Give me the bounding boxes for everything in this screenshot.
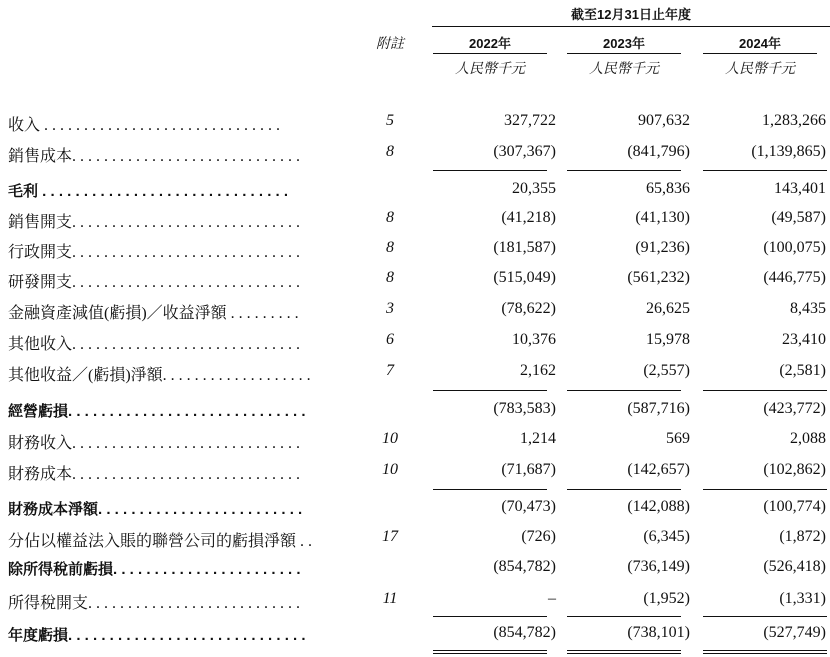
row-gross-profit: [0, 180, 830, 202]
value-2022: (854,782): [493, 624, 556, 641]
row-note: 17: [382, 528, 398, 545]
total-double-rule: [433, 653, 547, 654]
value-2024: (1,872): [779, 528, 826, 545]
row-net-finance-costs: [0, 498, 830, 520]
value-2023: 26,625: [646, 300, 690, 317]
value-2022: (854,782): [493, 558, 556, 575]
row-other-gains: [0, 362, 830, 384]
unit-label: 人民幣千元: [589, 62, 659, 77]
subtotal-rule: [703, 390, 827, 391]
value-2022: (181,587): [493, 239, 556, 256]
period-header: 截至12月31日止年度: [571, 7, 691, 22]
value-2023: 569: [666, 430, 690, 447]
subtotal-rule: [433, 170, 547, 171]
row-label: 經營虧損. . . . . . . . . . . . . . . . . . . . . . . . . . . . .: [8, 403, 306, 420]
value-2024: 8,435: [790, 300, 826, 317]
row-label: 銷售開支. . . . . . . . . . . . . . . . . . . . . . . . . . . . .: [8, 214, 301, 231]
row-label: 毛利 . . . . . . . . . . . . . . . . . . . . . . . . . . . . . .: [8, 183, 289, 200]
subtotal-rule: [703, 489, 827, 490]
value-2022: (726): [521, 528, 556, 545]
row-note: 6: [386, 331, 394, 348]
row-label: 銷售成本. . . . . . . . . . . . . . . . . . . . . . . . . . . . .: [8, 148, 301, 165]
value-2024: (527,749): [763, 624, 826, 641]
year-label: 2023年: [603, 36, 645, 51]
row-label: 金融資產減值(虧損)／收益淨額 . . . . . . . . .: [8, 305, 299, 322]
row-note: 3: [386, 300, 394, 317]
row-note: 8: [386, 269, 394, 286]
subtotal-rule: [703, 616, 827, 617]
subtotal-rule: [433, 616, 547, 617]
row-note: 11: [382, 590, 398, 607]
row-label: 其他收益／(虧損)淨額. . . . . . . . . . . . . . . . . . .: [8, 367, 311, 384]
value-2022: 327,722: [504, 112, 556, 129]
value-2023: (738,101): [627, 624, 690, 641]
value-2023: (41,130): [635, 209, 690, 226]
row-label: 所得稅開支. . . . . . . . . . . . . . . . . . . . . . . . . . .: [8, 595, 301, 612]
unit-label: 人民幣千元: [725, 62, 795, 77]
column-header-2023: [567, 33, 681, 78]
value-2024: (526,418): [763, 558, 826, 575]
row-loss-before-tax: [0, 558, 830, 580]
value-2024: 143,401: [774, 180, 826, 197]
row-label: 其他收入. . . . . . . . . . . . . . . . . . . . . . . . . . . . .: [8, 336, 301, 353]
year-label: 2022年: [469, 36, 511, 51]
row-label: 年度虧損. . . . . . . . . . . . . . . . . . . . . . . . . . . . .: [8, 627, 306, 644]
row-label: 分佔以權益法入賬的聯營公司的虧損淨額 . .: [8, 533, 313, 550]
row-note: 8: [386, 143, 394, 160]
row-label: 財務成本. . . . . . . . . . . . . . . . . . . . . . . . . . . . .: [8, 466, 301, 483]
row-note: 5: [386, 112, 394, 129]
value-2022: 20,355: [512, 180, 556, 197]
value-2023: (561,232): [627, 269, 690, 286]
row-label: 收入 . . . . . . . . . . . . . . . . . . . . . . . . . . . . . .: [8, 117, 281, 134]
column-rule: [433, 53, 547, 54]
row-income-tax: [0, 590, 830, 612]
row-admin-expenses: [0, 239, 830, 261]
row-note: 10: [382, 430, 398, 447]
total-double-rule: [703, 653, 827, 654]
year-label: 2024年: [739, 36, 781, 51]
subtotal-rule: [703, 170, 827, 171]
column-header-2022: [433, 33, 547, 78]
value-2024: (49,587): [771, 209, 826, 226]
period-rule: [432, 26, 830, 27]
value-2023: (91,236): [635, 239, 690, 256]
row-note: 8: [386, 239, 394, 256]
value-2022: –: [548, 590, 556, 607]
row-operating-loss: [0, 400, 830, 422]
row-label: 行政開支. . . . . . . . . . . . . . . . . . . . . . . . . . . . .: [8, 244, 301, 261]
value-2024: 1,283,266: [762, 112, 826, 129]
value-2022: (783,583): [493, 400, 556, 417]
row-label: 除所得稅前虧損. . . . . . . . . . . . . . . . . . . . . . .: [8, 561, 301, 578]
column-rule: [703, 53, 817, 54]
subtotal-rule: [433, 390, 547, 391]
value-2024: (423,772): [763, 400, 826, 417]
value-2022: (307,367): [493, 143, 556, 160]
row-share-of-associates: [0, 528, 830, 550]
value-2023: (1,952): [643, 590, 690, 607]
total-double-rule: [433, 650, 547, 651]
value-2023: 15,978: [646, 331, 690, 348]
row-label: 財務成本淨額. . . . . . . . . . . . . . . . . . . . . . . . .: [8, 501, 303, 518]
total-double-rule: [567, 650, 681, 651]
value-2022: (71,687): [501, 461, 556, 478]
value-2023: (6,345): [643, 528, 690, 545]
column-rule: [567, 53, 681, 54]
value-2022: (70,473): [501, 498, 556, 515]
value-2024: (1,331): [779, 590, 826, 607]
value-2022: 1,214: [520, 430, 556, 447]
value-2023: (587,716): [627, 400, 690, 417]
row-finance-costs: [0, 461, 830, 483]
subtotal-rule: [433, 489, 547, 490]
unit-label: 人民幣千元: [455, 62, 525, 77]
value-2022: (78,622): [501, 300, 556, 317]
row-note: 8: [386, 209, 394, 226]
value-2023: 65,836: [646, 180, 690, 197]
row-cost-of-sales: [0, 143, 830, 165]
total-double-rule: [703, 650, 827, 651]
total-double-rule: [567, 653, 681, 654]
row-rnd-expenses: [0, 269, 830, 291]
value-2024: 2,088: [790, 430, 826, 447]
subtotal-rule: [567, 390, 681, 391]
value-2022: (41,218): [501, 209, 556, 226]
row-loss-for-year: [0, 624, 830, 646]
row-note: 7: [386, 362, 394, 379]
row-selling-expenses: [0, 209, 830, 231]
value-2022: 2,162: [520, 362, 556, 379]
row-revenue: [0, 112, 830, 134]
subtotal-rule: [567, 489, 681, 490]
row-finance-income: [0, 430, 830, 452]
row-note: 10: [382, 461, 398, 478]
column-header-2024: [703, 33, 817, 78]
value-2024: (2,581): [779, 362, 826, 379]
row-label: 研發開支. . . . . . . . . . . . . . . . . . . . . . . . . . . . .: [8, 274, 301, 291]
value-2023: (841,796): [627, 143, 690, 160]
value-2023: (142,088): [627, 498, 690, 515]
value-2024: 23,410: [782, 331, 826, 348]
value-2022: (515,049): [493, 269, 556, 286]
value-2024: (100,774): [763, 498, 826, 515]
value-2024: (100,075): [763, 239, 826, 256]
row-label: 財務收入. . . . . . . . . . . . . . . . . . . . . . . . . . . . .: [8, 435, 301, 452]
notes-column-header: 附註: [376, 37, 404, 52]
value-2024: (1,139,865): [751, 143, 826, 160]
row-impairment: [0, 300, 830, 322]
value-2023: (2,557): [643, 362, 690, 379]
value-2024: (102,862): [763, 461, 826, 478]
row-other-income: [0, 331, 830, 353]
value-2023: (736,149): [627, 558, 690, 575]
value-2024: (446,775): [763, 269, 826, 286]
value-2022: 10,376: [512, 331, 556, 348]
subtotal-rule: [567, 170, 681, 171]
value-2023: 907,632: [638, 112, 690, 129]
subtotal-rule: [567, 616, 681, 617]
value-2023: (142,657): [627, 461, 690, 478]
